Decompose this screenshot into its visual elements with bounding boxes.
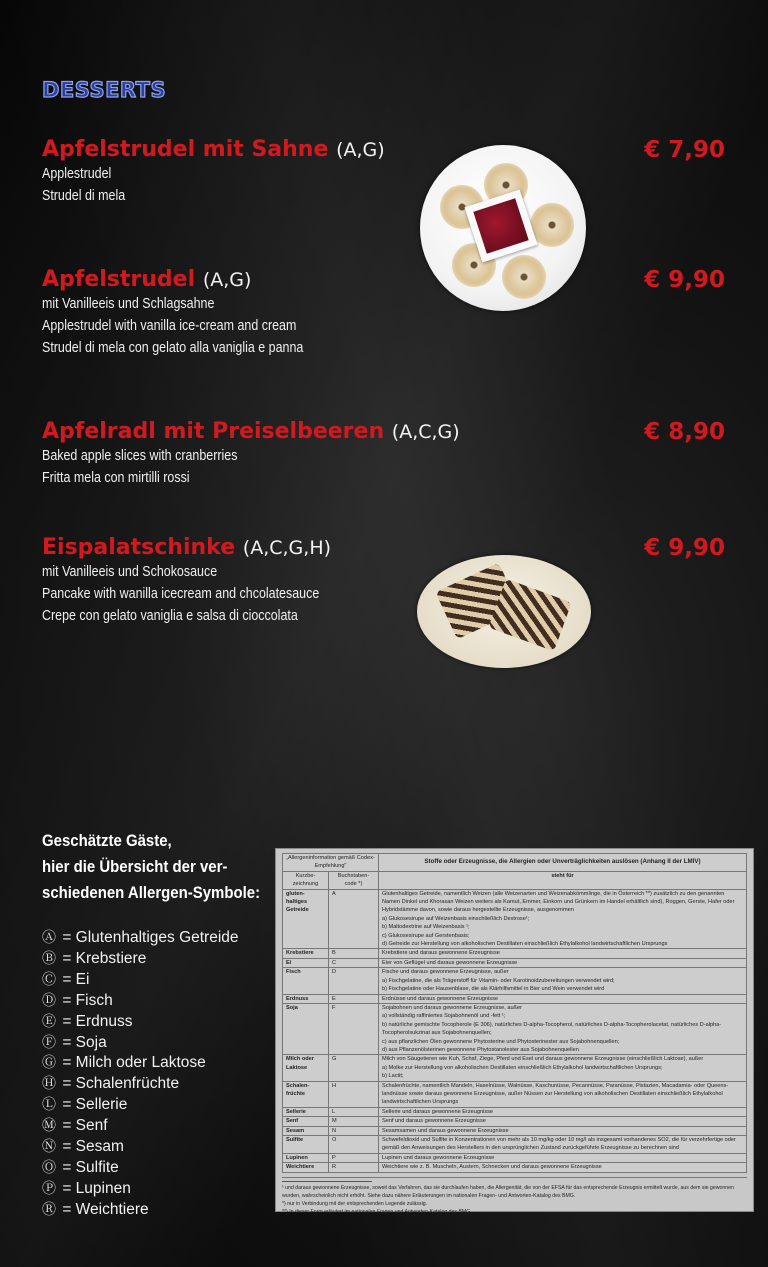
desc-line: Weichtiere wie z. B. Muscheln, Austern, Schnecken und daraus gewonnene Erzeugnisse — [382, 1164, 602, 1171]
legend-label: = Senf — [62, 1117, 108, 1135]
item-name: Apfelstrudel — [42, 267, 196, 292]
desc-line: Schalenfrüchte, namentlich Mandeln, Haselnüsse, Walnüsse, Kaschunüsse, Pecannüsse, Paranüsse, Pistazien, Macadamia- oder Queens-landnüsse sowie daraus gewonnene Erzeugnisse, außer Nüssen zur Herstellung von alkoholischen Destillaten einschließlich Ethylalkohol landwirtschaftlichen Ursprungs — [382, 1082, 729, 1106]
desc-line: Sojabohnen und daraus gewonnene Erzeugnisse, außer — [382, 1004, 522, 1011]
item-description: Fritta mela con mirtilli rossi — [42, 470, 190, 486]
row-name: gluten-haltiges Getreide — [283, 889, 329, 949]
item-name: Eispalatschinke — [42, 535, 236, 560]
table-footnotes — [282, 1177, 747, 1217]
row-desc — [379, 968, 747, 994]
desc-line: Fische und daraus gewonnene Erzeugnisse, außer — [382, 969, 509, 976]
circled-letter-icon: Ⓞ — [42, 1159, 56, 1176]
desc-line: Eier von Geflügel und daraus gewonnene Erzeugnisse — [382, 959, 518, 966]
item-name: Apfelradl mit Preiselbeeren — [42, 419, 385, 444]
desc-line: Milch von Säugetieren wie Kuh, Schaf, Ziege, Pferd und Esel und daraus gewonnene Erzeugnisse (einschließlich Laktose), außer — [382, 1056, 704, 1063]
allergen-intro — [42, 828, 260, 906]
table-header-name: Kurzbe-zeichnung — [283, 871, 329, 889]
menu-item-apfelradl-mit-preiselbeeren — [42, 419, 460, 489]
legend-item — [42, 970, 239, 991]
footnote: *) nur in Verbindung mit der entsprechenden Legende zulässig. — [282, 1201, 428, 1208]
footnote: **) In dieser Form erläutert im nationalen Fragen und Antworten-Katalog des BMG. — [282, 1209, 472, 1216]
row-name: Milch oder Laktose — [283, 1055, 329, 1081]
desc-line: Sesamsamen und daraus gewonnene Erzeugnisse — [382, 1127, 509, 1134]
menu-item-eispalatschinke — [42, 535, 364, 627]
legend-label: = Krebstiere — [62, 949, 147, 967]
item-name: Apfelstrudel mit Sahne — [42, 137, 329, 162]
circled-letter-icon: Ⓒ — [42, 971, 56, 988]
legend-item — [42, 1137, 239, 1158]
row-desc — [379, 1055, 747, 1081]
row-code: G — [329, 1055, 379, 1081]
item-price: € 7,90 — [644, 137, 725, 163]
legend-item — [42, 949, 239, 970]
table-row — [283, 994, 747, 1003]
circled-letter-icon: Ⓜ — [42, 1118, 56, 1135]
table-row — [283, 958, 747, 967]
desc-line: c) aus pflanzlichen Ölen gewonnene Phytosterine und Phytosterinester aus Sojabohnenquellen; — [382, 1038, 620, 1045]
legend-item — [42, 1095, 239, 1116]
item-description: Pancake with wanilla icecream and chcolatesauce — [42, 586, 320, 602]
intro-line: Geschätzte Gäste, — [42, 831, 172, 850]
item-name-row — [42, 419, 460, 445]
legend-label: = Soja — [62, 1033, 107, 1051]
row-desc — [379, 949, 747, 958]
row-desc — [379, 1163, 747, 1172]
row-name: Sulfite — [283, 1136, 329, 1154]
desc-line: Sellerie und daraus gewonnene Erzeugnisse — [382, 1108, 494, 1115]
row-code: H — [329, 1081, 379, 1107]
legend-item — [42, 928, 239, 949]
table-row — [283, 889, 747, 949]
table-row — [283, 1126, 747, 1135]
row-name: Lupinen — [283, 1153, 329, 1162]
apple-ring — [502, 255, 546, 299]
legend-label: = Milch oder Laktose — [62, 1054, 206, 1072]
item-description: mit Vanilleeis und Schokosauce — [42, 564, 218, 580]
row-code: C — [329, 958, 379, 967]
row-name: Krebstiere — [283, 949, 329, 958]
row-desc — [379, 1081, 747, 1107]
circled-letter-icon: Ⓝ — [42, 1139, 56, 1156]
table-row — [283, 1003, 747, 1054]
item-description: Strudel di mela — [42, 188, 126, 204]
legend-label: = Sellerie — [62, 1096, 128, 1114]
row-desc — [379, 889, 747, 949]
row-name: Senf — [283, 1117, 329, 1126]
table-row — [283, 1153, 747, 1162]
circled-letter-icon: Ⓟ — [42, 1180, 56, 1197]
item-description: mit Vanilleeis und Schlagsahne — [42, 296, 215, 312]
row-name: Fisch — [283, 968, 329, 994]
desc-line: b) Maltodextrine auf Weizenbasis ¹; — [382, 924, 470, 931]
table-row — [283, 1107, 747, 1116]
row-code: D — [329, 968, 379, 994]
table-header-code: Buchstaben-code *) — [329, 871, 379, 889]
item-allergens: (A,C,G,H) — [242, 537, 332, 559]
row-desc — [379, 1003, 747, 1054]
desc-line: d) Getreide zur Herstellung von alkoholischen Destillaten einschließlich Ethylalkohol landwirtschaftlichen Ursprungs — [382, 941, 668, 948]
intro-line: schiedenen Allergen-Symbole: — [42, 883, 261, 902]
circled-letter-icon: Ⓓ — [42, 992, 56, 1009]
menu-item-apfelstrudel-mit-sahne — [42, 137, 385, 207]
footnote-divider — [282, 1181, 372, 1182]
crepe — [488, 579, 572, 652]
desc-line: Lupinen und daraus gewonnene Erzeugnisse — [382, 1154, 495, 1161]
row-desc — [379, 1117, 747, 1126]
table-row — [283, 1117, 747, 1126]
item-name-row — [42, 267, 346, 293]
desc-line: b) natürliche gemischte Tocopherole (E 306), natürliches D-alpha-Tocopherol, natürliches D-alpha-Tocopherolacetat, natürliches D-alpha-Tocopherolsukzinat aus Sojabohnenquellen; — [382, 1021, 722, 1037]
desc-line: d) aus Pflanzenölsterinen gewonnene Phytostanolester aus Sojabohnenquellen — [382, 1046, 579, 1053]
legend-item — [42, 1033, 239, 1054]
row-name: Sesam — [283, 1126, 329, 1135]
row-code: R — [329, 1163, 379, 1172]
table-row — [283, 968, 747, 994]
table-row — [283, 949, 747, 958]
circled-letter-icon: Ⓐ — [42, 930, 56, 946]
table-row — [283, 1055, 747, 1081]
item-price: € 9,90 — [644, 535, 725, 561]
row-name: Soja — [283, 1003, 329, 1054]
item-allergens: (A,G) — [336, 139, 385, 161]
desc-line: c) Glukosesirupe auf Gerstenbasis; — [382, 932, 470, 939]
item-allergens: (A,C,G) — [391, 421, 460, 443]
item-name-row — [42, 137, 385, 163]
desc-line: a) Fischgelatine, die als Trägerstoff für Vitamin- oder Karotinoidzubereitungen verwendet wird; — [382, 977, 615, 984]
circled-letter-icon: Ⓑ — [42, 950, 56, 967]
desc-line: a) Glukosesirupe auf Weizenbasis einschließlich Dextrose¹; — [382, 915, 530, 922]
row-name: Schalen-früchte — [283, 1081, 329, 1107]
intro-line: hier die Übersicht der ver- — [42, 857, 228, 876]
circled-letter-icon: Ⓔ — [42, 1013, 56, 1030]
row-name: Sellerie — [283, 1107, 329, 1116]
row-desc — [379, 1153, 747, 1162]
row-code: F — [329, 1003, 379, 1054]
legend-item — [42, 1116, 239, 1137]
legend-label: = Ei — [62, 970, 90, 988]
row-code: O — [329, 1136, 379, 1154]
table-row — [283, 1163, 747, 1172]
row-desc — [379, 994, 747, 1003]
menu-item-apfelstrudel — [42, 267, 346, 359]
table-row — [283, 1081, 747, 1107]
item-description: Strudel di mela con gelato alla vaniglia e panna — [42, 340, 304, 356]
legend-label: = Sesam — [62, 1138, 124, 1156]
legend-item — [42, 1053, 239, 1074]
item-allergens: (A,G) — [202, 269, 252, 291]
row-name: Ei — [283, 958, 329, 967]
row-desc — [379, 1107, 747, 1116]
desc-line: b) Lactit; — [382, 1073, 404, 1080]
circled-letter-icon: Ⓖ — [42, 1055, 56, 1072]
apfelradl-plate-photo — [420, 145, 586, 311]
circled-letter-icon: Ⓡ — [42, 1201, 56, 1218]
item-description: Applestrudel with vanilla ice-cream and cream — [42, 318, 297, 334]
table-header-desc: steht für — [379, 871, 747, 889]
legend-label: = Weichtiere — [62, 1200, 149, 1218]
item-description: Applestrudel — [42, 166, 112, 182]
footnote: ¹ und daraus gewonnene Erzeugnisse, soweit das Verfahren, das sie durchlaufen haben, die Allergenität, die von der EFSA für das entsprechende Erzeugnis ermittelt wurde, aus dem sie gewonnen wurden, wahrscheinlich nicht erhöht. Siehe dazu nähere Erläuterungen im nationalen Fragen- und Antworten-Katalog des BMG. — [282, 1184, 734, 1199]
desc-line: Senf und daraus gewonnene Erzeugnisse — [382, 1118, 486, 1125]
table-row — [283, 1136, 747, 1154]
circled-letter-icon: Ⓗ — [42, 1076, 56, 1093]
legend-item — [42, 991, 239, 1012]
row-code: A — [329, 889, 379, 949]
row-desc — [379, 1136, 747, 1154]
allergen-table — [282, 853, 747, 1173]
circled-letter-icon: Ⓛ — [42, 1097, 56, 1114]
apple-ring — [530, 203, 574, 247]
item-description: Crepe con gelato vaniglia e salsa di cioccolata — [42, 608, 298, 624]
desc-line: Glutenhaltiges Getreide, namentlich Weizen (alle Weizenarten und Weizenabkömmlinge, die in Österreich **) zusätzlich zu den genannten Namen Dinkel und Khorasan Weizen weiters als Kamut, Emmer, Einkorn und Grünkern im Handel erhältlich sind), Roggen, Gerste, Hafer oder Hybridstämme davon, sowie daraus hergestellte Erzeugnisse, ausgenommen — [382, 890, 735, 914]
item-price: € 8,90 — [644, 419, 725, 445]
allergen-table-card — [275, 848, 754, 1216]
legend-item — [42, 1074, 239, 1095]
desc-line: a) vollständig raffiniertes Sojabohnenöl und -fett ¹; — [382, 1013, 506, 1020]
table-header-main: Stoffe oder Erzeugnisse, die Allergien oder Unverträglichkeiten auslösen (Anhang II der LMIV) — [379, 854, 747, 872]
table-header-group: „Allergeninformation gemäß Codex-Empfehlung" — [283, 854, 379, 872]
legend-item — [42, 1179, 239, 1200]
palatschinke-photo — [417, 555, 591, 668]
row-code: B — [329, 949, 379, 958]
row-code: M — [329, 1117, 379, 1126]
row-desc — [379, 1126, 747, 1135]
legend-item — [42, 1012, 239, 1033]
legend-label: = Schalenfrüchte — [62, 1075, 180, 1093]
row-name: Erdnuss — [283, 994, 329, 1003]
desc-line: Erdnüsse und daraus gewonnene Erzeugnisse — [382, 995, 498, 1002]
item-name-row — [42, 535, 364, 561]
row-code: N — [329, 1126, 379, 1135]
row-name: Weichtiere — [283, 1163, 329, 1172]
item-price: € 9,90 — [644, 267, 725, 293]
desc-line: Krebstiere und daraus gewonnene Erzeugnisse — [382, 950, 500, 957]
row-desc — [379, 958, 747, 967]
legend-item — [42, 1158, 239, 1179]
legend-label: = Fisch — [62, 991, 113, 1009]
item-description: Baked apple slices with cranberries — [42, 448, 238, 464]
row-code: E — [329, 994, 379, 1003]
section-title: DESSERTS — [42, 78, 167, 102]
legend-label: = Glutenhaltiges Getreide — [62, 929, 239, 946]
legend-label: = Lupinen — [62, 1179, 131, 1197]
allergen-legend — [42, 928, 239, 1221]
legend-item — [42, 1200, 239, 1221]
desc-line: Schwefeldioxid und Sulfite in Konzentrationen von mehr als 10 mg/kg oder 10 mg/l als insgesamt vorhandenes SO2, die für verzehrfertige oder gemäß den Anweisungen des Herstellers in den ursprünglichen Zustand zurückgeführte Erzeugnisse zu berechnen sind — [382, 1137, 736, 1152]
row-code: P — [329, 1153, 379, 1162]
legend-label: = Erdnuss — [62, 1012, 133, 1030]
desc-line: a) Molke zur Herstellung von alkoholischen Destillaten einschließlich Ethylalkohol landwirtschaftlichen Ursprungs; — [382, 1064, 663, 1071]
circled-letter-icon: Ⓕ — [42, 1034, 56, 1051]
desc-line: b) Fischgelatine oder Hausenblase, die als Klärhilfsmittel in Bier und Wein verwendet wird — [382, 986, 605, 993]
legend-label: = Sulfite — [62, 1158, 119, 1176]
row-code: L — [329, 1107, 379, 1116]
